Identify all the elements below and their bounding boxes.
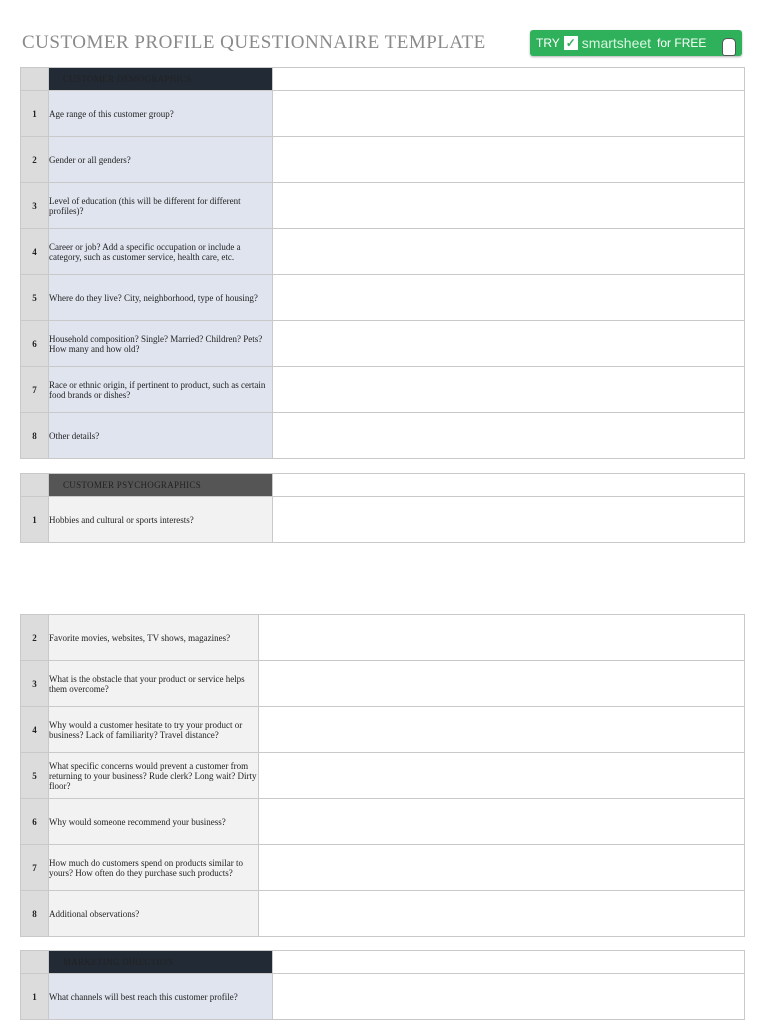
answer-field[interactable] bbox=[273, 183, 745, 229]
row-number: 5 bbox=[21, 275, 49, 321]
question-text: Why would someone recommend your business? bbox=[49, 799, 259, 845]
checkmark-icon: ✓ bbox=[565, 36, 576, 50]
psychographics-table bbox=[20, 473, 745, 543]
table-row bbox=[21, 974, 745, 1020]
banner-try-label: TRY bbox=[536, 36, 560, 50]
section-header-row bbox=[21, 951, 745, 974]
section-header-row bbox=[21, 68, 745, 91]
question-text: Household composition? Single? Married? Children? Pets? How many and how old? bbox=[49, 321, 273, 367]
question-text: What specific concerns would prevent a customer from returning to your business? Rude clerk? Long wait? Dirty floor? bbox=[49, 753, 259, 799]
answer-field[interactable] bbox=[259, 845, 745, 891]
question-text: What channels will best reach this customer profile? bbox=[49, 974, 273, 1020]
question-text: Why would a customer hesitate to try your product or business? Lack of familiarity? Travel distance? bbox=[49, 707, 259, 753]
banner-brand-label: smartsheet bbox=[581, 35, 652, 51]
answer-field[interactable] bbox=[273, 367, 745, 413]
question-text: What is the obstacle that your product or service helps them overcome? bbox=[49, 661, 259, 707]
answer-field[interactable] bbox=[273, 275, 745, 321]
question-text: Race or ethnic origin, if pertinent to product, such as certain food brands or dishes? bbox=[49, 367, 273, 413]
page-title: CUSTOMER PROFILE QUESTIONNAIRE TEMPLATE bbox=[22, 32, 486, 53]
table-row bbox=[21, 367, 745, 413]
row-number: 7 bbox=[21, 845, 49, 891]
question-text: Additional observations? bbox=[49, 891, 259, 937]
question-text: Favorite movies, websites, TV shows, magazines? bbox=[49, 615, 259, 661]
answer-field[interactable] bbox=[273, 497, 745, 543]
row-number: 8 bbox=[21, 413, 49, 459]
answer-field[interactable] bbox=[259, 753, 745, 799]
answer-field[interactable] bbox=[259, 891, 745, 937]
answer-field[interactable] bbox=[273, 229, 745, 275]
answer-field[interactable] bbox=[259, 615, 745, 661]
question-text: Hobbies and cultural or sports interests? bbox=[49, 497, 273, 543]
row-number: 8 bbox=[21, 891, 49, 937]
table-row bbox=[21, 707, 745, 753]
answer-field[interactable] bbox=[273, 974, 745, 1020]
section-header: MARKETING DIRECTION bbox=[49, 951, 273, 974]
question-text: Gender or all genders? bbox=[49, 137, 273, 183]
row-number: 1 bbox=[21, 974, 49, 1020]
table-row bbox=[21, 229, 745, 275]
table-row bbox=[21, 183, 745, 229]
question-text: Level of education (this will be different for different profiles)? bbox=[49, 183, 273, 229]
section-header: CUSTOMER DEMOGRAPHICS bbox=[49, 68, 273, 91]
question-text: How much do customers spend on products similar to yours? How often do they purchase such products? bbox=[49, 845, 259, 891]
row-number: 4 bbox=[21, 707, 49, 753]
table-row bbox=[21, 845, 745, 891]
answer-field[interactable] bbox=[273, 321, 745, 367]
table-row bbox=[21, 275, 745, 321]
row-number: 6 bbox=[21, 321, 49, 367]
table-row bbox=[21, 799, 745, 845]
answer-field[interactable] bbox=[259, 799, 745, 845]
row-number: 6 bbox=[21, 799, 49, 845]
question-text: Other details? bbox=[49, 413, 273, 459]
table-row bbox=[21, 91, 745, 137]
answer-field[interactable] bbox=[259, 707, 745, 753]
question-text: Career or job? Add a specific occupation or include a category, such as customer service, health care, etc. bbox=[49, 229, 273, 275]
table-row bbox=[21, 137, 745, 183]
table-row bbox=[21, 615, 745, 661]
demographics-table bbox=[20, 67, 745, 459]
hand-cursor-icon bbox=[722, 38, 736, 56]
marketing-direction-table bbox=[20, 950, 745, 1020]
table-row bbox=[21, 413, 745, 459]
row-number: 7 bbox=[21, 367, 49, 413]
answer-field[interactable] bbox=[259, 661, 745, 707]
answer-field[interactable] bbox=[273, 137, 745, 183]
row-number: 3 bbox=[21, 183, 49, 229]
row-number: 2 bbox=[21, 137, 49, 183]
psychographics-continued-table bbox=[20, 614, 745, 937]
table-row bbox=[21, 891, 745, 937]
question-text: Where do they live? City, neighborhood, type of housing? bbox=[49, 275, 273, 321]
row-number: 1 bbox=[21, 91, 49, 137]
try-smartsheet-button[interactable] bbox=[530, 30, 742, 56]
section-header-row bbox=[21, 474, 745, 497]
table-row bbox=[21, 321, 745, 367]
section-header: CUSTOMER PSYCHOGRAPHICS bbox=[49, 474, 273, 497]
table-row bbox=[21, 497, 745, 543]
row-number: 1 bbox=[21, 497, 49, 543]
answer-field[interactable] bbox=[273, 91, 745, 137]
table-row bbox=[21, 753, 745, 799]
question-text: Age range of this customer group? bbox=[49, 91, 273, 137]
row-number: 4 bbox=[21, 229, 49, 275]
answer-field[interactable] bbox=[273, 413, 745, 459]
table-row bbox=[21, 661, 745, 707]
row-number: 2 bbox=[21, 615, 49, 661]
banner-free-label: for FREE bbox=[657, 36, 707, 50]
row-number: 3 bbox=[21, 661, 49, 707]
row-number: 5 bbox=[21, 753, 49, 799]
